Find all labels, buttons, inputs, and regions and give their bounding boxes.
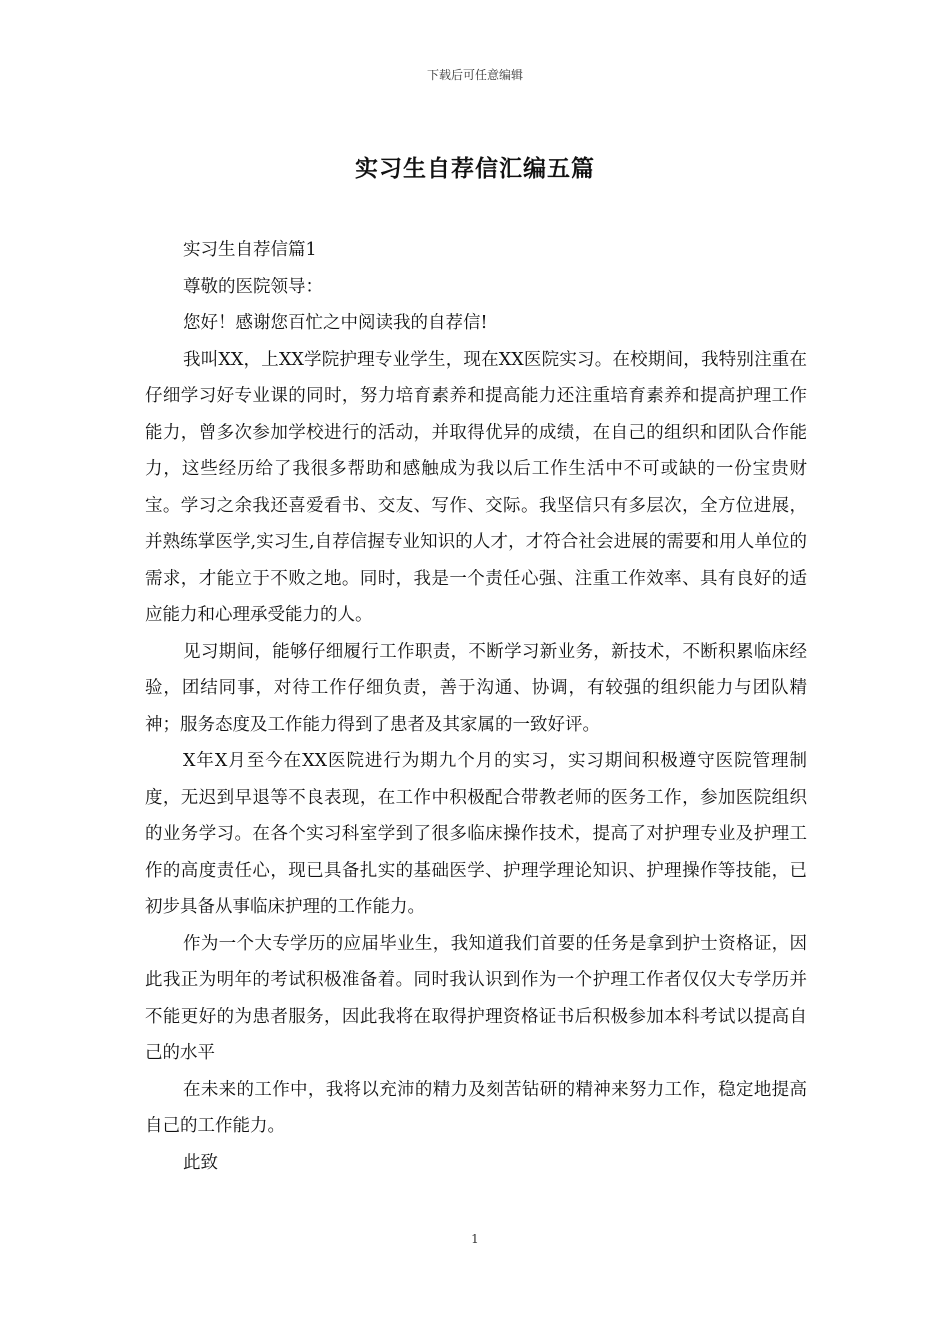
paragraph: X年X月至今在XX医院进行为期九个月的实习，实习期间积极遵守医院管理制度，无迟到早退等不良表现，在工作中积极配合带教老师的医务工作，参加医院组织的业务学习。在各个实习科室学到了很多临床操作技术，提高了对护理专业及护理工作的高度责任心，现已具备扎实的基础医学、护理学理论知识、护理操作等技能，已初步具备从事临床护理的工作能力。 bbox=[145, 751, 807, 917]
paragraph: 我叫XX，上XX学院护理专业学生，现在XX医院实习。在校期间，我特别注重在仔细学习好专业课的同时，努力培育素养和提高能力还注重培育素养和提高护理工作能力，曾多次参加学校进行的活动，并取得优异的成绩，在自己的组织和团队合作能力，这些经历给了我很多帮助和感触成为我以后工作生活中不可或缺的一份宝贵财宝。学习之余我还喜爱看书、交友、写作、交际。我坚信只有多层次，全方位进展，并熟练掌医学,实习生,自荐信握专业知识的人才，才符合社会进展的需要和用人单位的需求，才能立于不败之地。同时，我是一个责任心强、注重工作效率、具有良好的适应能力和心理承受能力的人。 bbox=[145, 349, 807, 625]
closing: 此致 bbox=[183, 1152, 218, 1173]
paragraph: 在未来的工作中，我将以充沛的精力及刻苦钻研的精神来努力工作，稳定地提高自己的工作能力。 bbox=[145, 1079, 807, 1136]
page-header: 下载后可任意编辑 bbox=[426, 68, 523, 82]
salutation: 尊敬的医院领导： bbox=[183, 276, 323, 297]
document-body bbox=[145, 232, 807, 1181]
letter-heading: 实习生自荐信篇1 bbox=[183, 240, 317, 260]
page-number: 1 bbox=[471, 1232, 479, 1246]
paragraph: 作为一个大专学历的应届毕业生，我知道我们首要的任务是拿到护士资格证，因此我正为明年的考试积极准备着。同时我认识到作为一个护理工作者仅仅大专学历并不能更好的为患者服务，因此我将在取得护理资格证书后积极参加本科考试以提高自己的水平 bbox=[145, 933, 807, 1063]
greeting: 您好！感谢您百忙之中阅读我的自荐信! bbox=[183, 313, 488, 333]
paragraph: 见习期间，能够仔细履行工作职责，不断学习新业务，新技术，不断积累临床经验，团结同事，对待工作仔细负责，善于沟通、协调，有较强的组织能力与团队精神；服务态度及工作能力得到了患者及其家属的一致好评。 bbox=[145, 641, 807, 735]
document-title: 实习生自荐信汇编五篇 bbox=[355, 155, 595, 182]
